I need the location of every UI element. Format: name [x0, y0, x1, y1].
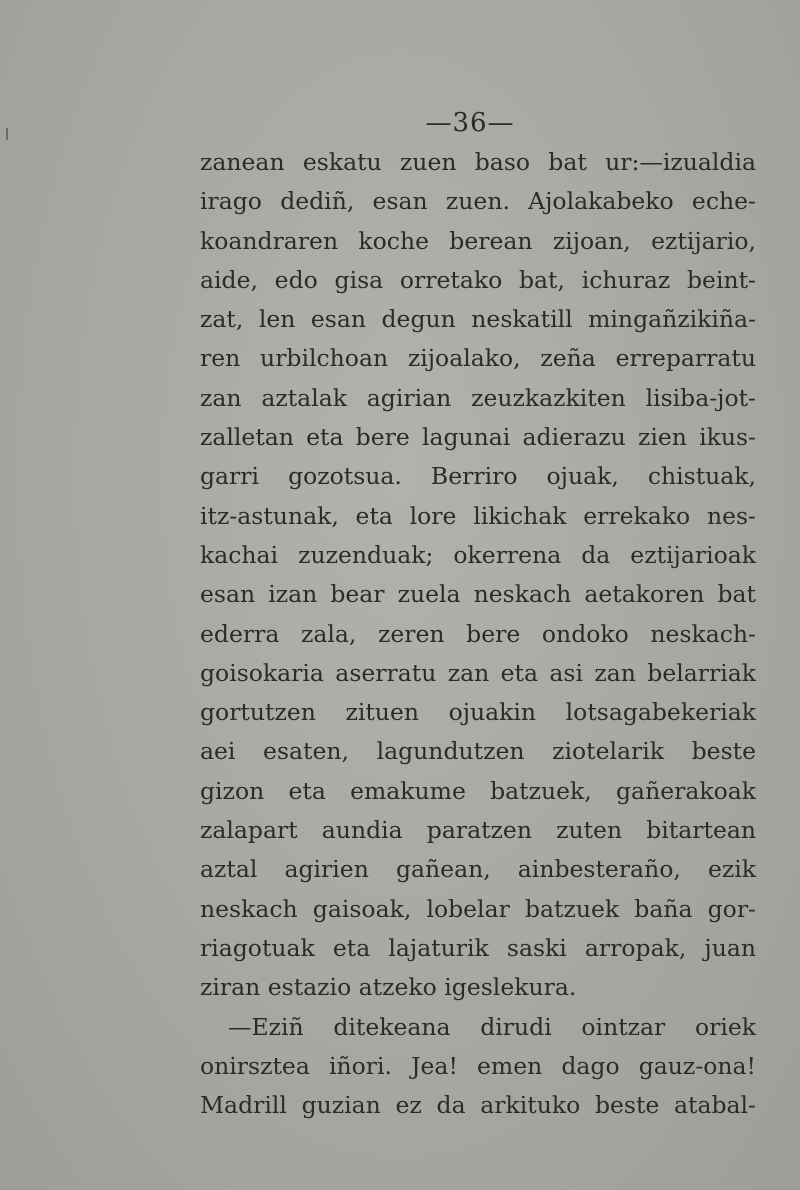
- text-line: riagotuak eta lajaturik saski arropak, juan: [200, 933, 756, 962]
- paragraph-start-line: —Eziñ ditekeana dirudi ointzar oriek: [228, 1012, 756, 1041]
- text-line: koandraren koche berean zijoan, eztijario,: [200, 226, 756, 255]
- text-line: zalletan eta bere lagunai adierazu zien ikus-: [200, 423, 756, 452]
- paragraph-end-line: ziran estazio atzeko igeslekura.: [200, 973, 577, 1002]
- text-line: itz-astunak, eta lore likichak errekako nes-: [200, 501, 756, 530]
- text-line: zalapart aundia paratzen zuten bitartean: [200, 816, 756, 845]
- text-line: aide, edo gisa orretako bat, ichuraz beint-: [200, 265, 756, 294]
- text-line: onirsztea iñori. Jea! emen dago gauz-ona!: [200, 1051, 756, 1080]
- text-line: aei esaten, lagundutzen ziotelarik beste: [200, 737, 756, 766]
- text-line: ederra zala, zeren bere ondoko neskach-: [200, 619, 756, 648]
- text-line: goisokaria aserratu zan eta asi zan belarriak: [200, 658, 756, 687]
- text-line: kachai zuzenduak; okerrena da eztijarioak: [200, 540, 756, 569]
- text-line: irago dediñ, esan zuen. Ajolakabeko eche-: [200, 187, 756, 216]
- text-line: garri gozotsua. Berriro ojuak, chistuak,: [200, 462, 756, 491]
- text-line: gizon eta emakume batzuek, gañerakoak: [200, 776, 756, 805]
- body-text: [200, 143, 756, 1125]
- text-line: gortutzen zituen ojuakin lotsagabekeriak: [200, 698, 756, 727]
- text-line: aztal agirien gañean, ainbesteraño, ezik: [200, 855, 756, 884]
- text-line: zat, len esan degun neskatill mingañzikiña-: [200, 305, 756, 334]
- text-line: neskach gaisoak, lobelar batzuek baña gor-: [200, 894, 756, 923]
- text-line: ren urbilchoan zijoalako, zeña erreparratu: [200, 344, 756, 373]
- text-line: Madrill guzian ez da arkituko beste atabal-: [200, 1091, 756, 1120]
- text-line: zanean eskatu zuen baso bat ur:—izualdia: [200, 148, 756, 176]
- text-line: esan izan bear zuela neskach aetakoren bat: [200, 580, 756, 609]
- text-line: zan aztalak agirian zeuzkazkiten lisiba-jot-: [200, 383, 756, 412]
- page-number: —36—: [425, 108, 515, 138]
